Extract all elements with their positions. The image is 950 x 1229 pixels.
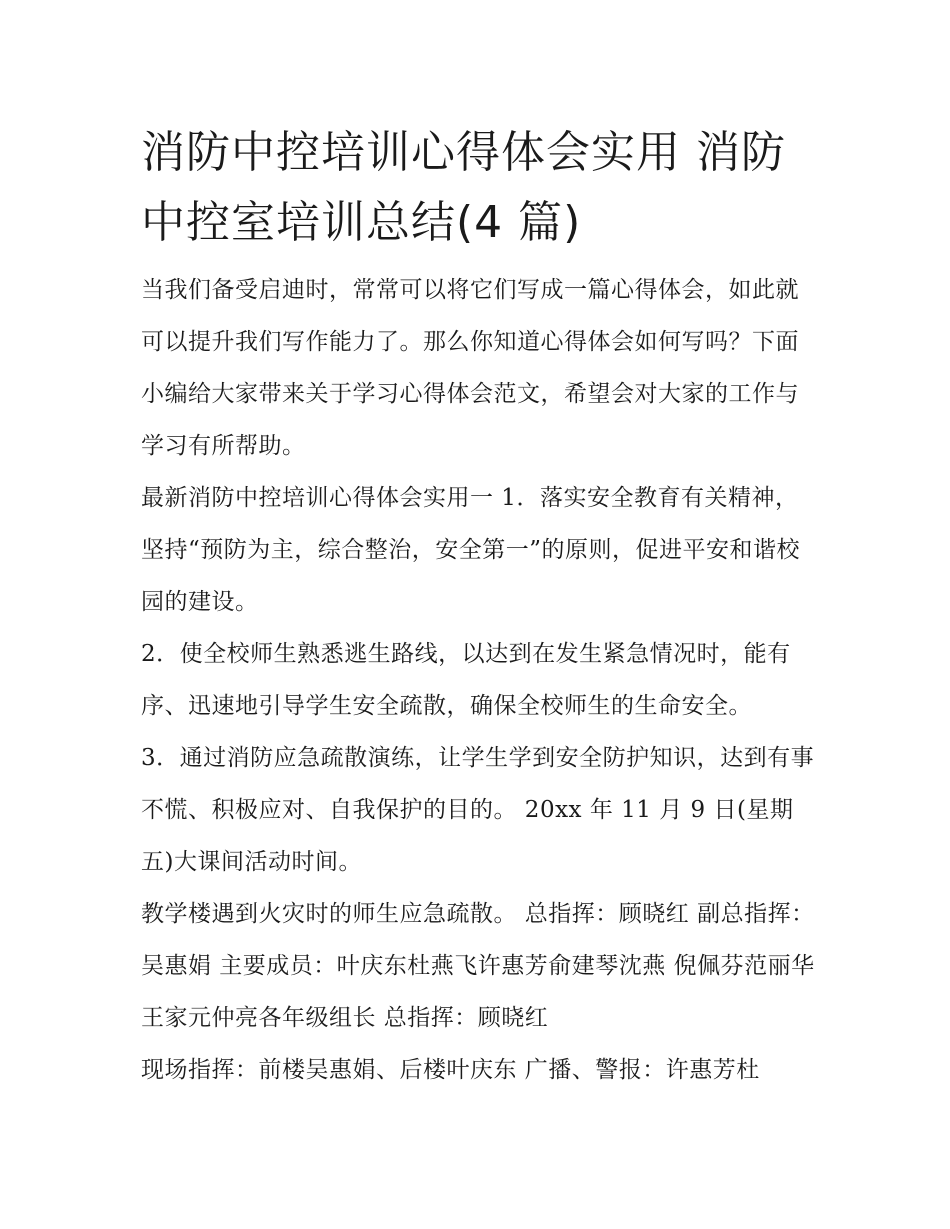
paragraph-intro: 当我们备受启迪时，常常可以将它们写成一篇心得体会，如此就可以提升我们写作能力了。那么你知道心得体会如何写吗？下面小编给大家带来关于学习心得体会范文，希望会对大家的工作与学习有所帮助。 [141, 277, 799, 459]
paragraph-field-command: 现场指挥：前楼吴惠娟、后楼叶庆东 广播、警报：许惠芳杜 [141, 1057, 760, 1083]
paragraph-item-1: 最新消防中控培训心得体会实用一 1．落实安全教育有关精神，坚持“预防为主，综合整治，安全第一”的原则，促进平安和谐校园的建设。 [141, 485, 801, 615]
paragraph-staff: 教学楼遇到火灾时的师生应急疏散。 总指挥：顾晓红 副总指挥：吴惠娟 主要成员：叶庆东杜燕飞许惠芳俞建琴沈燕 倪佩芬范丽华王家元仲亮各年级组长 总指挥：顾晓红 [141, 901, 815, 1031]
paragraph-item-2: 2．使全校师生熟悉逃生路线，以达到在发生紧急情况时，能有序、迅速地引导学生安全疏散，确保全校师生的生命安全。 [141, 641, 791, 719]
document-title: 消防中控培训心得体会实用 消防中控室培训总结(4 篇) [141, 127, 786, 248]
paragraph-item-3: 3．通过消防应急疏散演练，让学生学到安全防护知识，达到有事不慌、积极应对、自我保护的目的。 20xx 年 11 月 9 日(星期五)大课间活动时间。 [141, 745, 815, 875]
document-page [141, 118, 821, 1096]
